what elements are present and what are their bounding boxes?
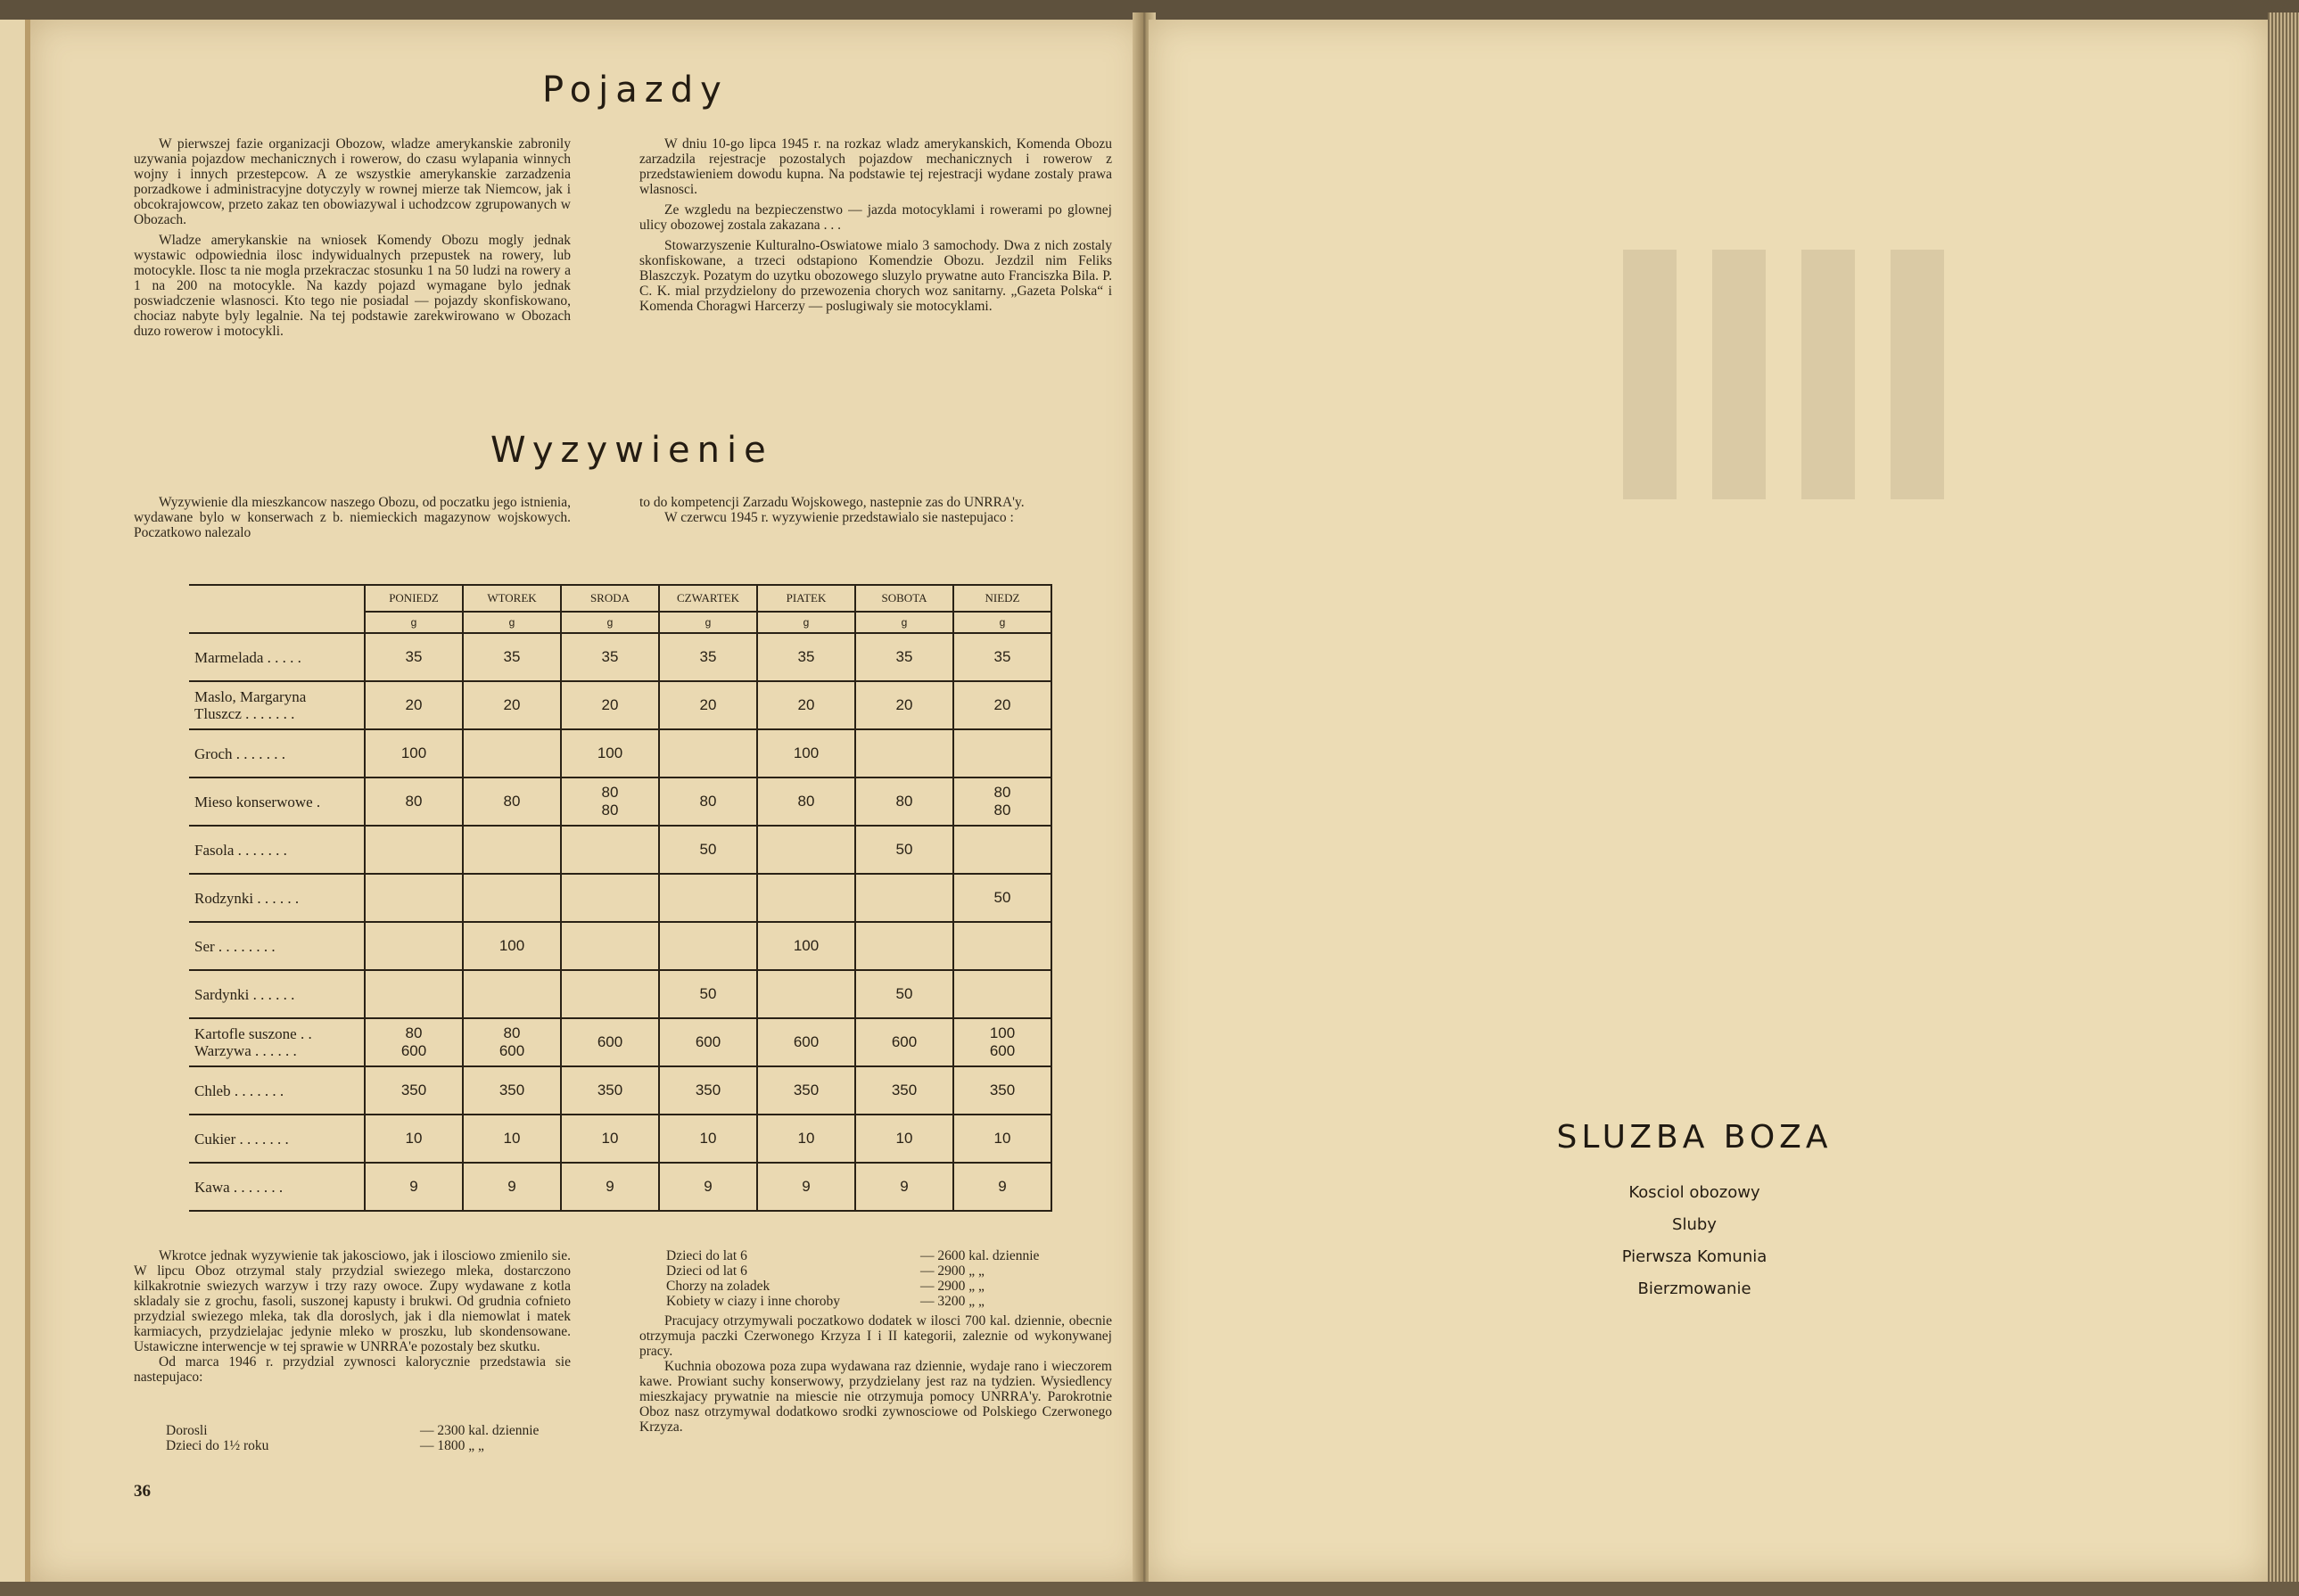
kcal-list-right (666, 1248, 1112, 1309)
ration-cell: 100 (561, 729, 659, 777)
ration-cell: 35 (757, 633, 855, 681)
kcal-label: Dzieci od lat 6 (666, 1263, 747, 1279)
food-item-label: Kartofle suszone . . Warzywa . . . . . . (189, 1018, 365, 1066)
list-item: Bierzmowanie (1637, 1279, 1751, 1298)
paragraph: W pierwszej fazie organizacji Obozow, wladze amerykanskie zabronily uzywania pojazdow mechanicznych i rowerow, do czasu wylapania winnych wojny i innych przestepcow. A ze wszystkie amerykanskie zarzadzenia porzadkowe i administracyjne dotyczyly w rownej mierze tak Niemcow, jak i obcokrajowcow, przeto zakaz ten obowiazywal i uchodzcow zgrupowanych w Obozach. (134, 136, 571, 227)
pojazdy-left-column (134, 136, 571, 339)
ration-cell: 50 (659, 970, 757, 1018)
food-ration-table (189, 584, 1052, 1212)
ration-cell: 35 (953, 633, 1051, 681)
table-row (189, 681, 1051, 729)
ration-cell: 50 (855, 970, 953, 1018)
food-item-label: Fasola . . . . . . . (189, 826, 365, 874)
paragraph: Pracujacy otrzymywali poczatkowo dodatek w ilosci 700 kal. dziennie, obecnie otrzymuja paczki Czerwonego Krzyza I i II kategorii, zaleznie od wykonywanej pracy. (639, 1313, 1112, 1359)
book-bottom-edge (0, 1582, 2299, 1596)
food-item-label: Cukier . . . . . . . (189, 1115, 365, 1163)
ration-cell: 350 (365, 1066, 463, 1115)
ration-cell: 20 (855, 681, 953, 729)
ration-cell: 80 600 (463, 1018, 561, 1066)
list-item: Sluby (1672, 1215, 1717, 1234)
paragraph: Od marca 1946 r. przydzial zywnosci kalorycznie przedstawia sie nastepujaco: (134, 1354, 571, 1385)
after-table-left-column (134, 1248, 571, 1385)
ration-cell (463, 826, 561, 874)
ration-cell: 100 (757, 729, 855, 777)
ration-cell: 100 (365, 729, 463, 777)
ration-cell (757, 826, 855, 874)
food-item-label: Mieso konserwowe . (189, 777, 365, 826)
list-item: Pierwsza Komunia (1621, 1247, 1768, 1266)
food-item-label: Rodzynki . . . . . . (189, 874, 365, 922)
table-unit-row (189, 612, 1051, 633)
kcal-label: Dorosli (166, 1423, 208, 1438)
paragraph: Stowarzyszenie Kulturalno-Oswiatowe mialo 3 samochody. Dwa z nich zostaly skonfiskowane, a trzeci odstapiono Komendzie Obozu. Jezdzil nim Feliks Blaszczyk. Pozatym do uzytku obozowego sluzylo prywatne auto Franciszka Bila. P. C. K. mial przydzielony do przewozenia chorych woz sanitarny. „Gazeta Polska“ i Komenda Choragwi Harcerzy — poslugiwaly sie motocyklami. (639, 238, 1112, 314)
wyzywienie-left-column (134, 495, 571, 540)
header-empty-cell (189, 585, 365, 612)
ration-cell (365, 826, 463, 874)
table-row (189, 777, 1051, 826)
header-day: PIATEK (757, 585, 855, 612)
page-number: 36 (134, 1482, 151, 1501)
ration-cell: 600 (659, 1018, 757, 1066)
kcal-label: Dzieci do lat 6 (666, 1248, 747, 1263)
ration-cell (953, 826, 1051, 874)
ration-cell: 10 (953, 1115, 1051, 1163)
wyzywienie-right-column (639, 495, 1112, 525)
show-through-print (1605, 214, 1980, 535)
food-item-label: Sardynki . . . . . . (189, 970, 365, 1018)
unit-cell: g (463, 612, 561, 633)
ration-cell (953, 729, 1051, 777)
paragraph: Wyzywienie dla mieszkancow naszego Obozu, od poczatku jego istnienia, wydawane bylo w konserwach z b. niemieckich magazynow wojskowych. Poczatkowo nalezalo (134, 495, 571, 540)
kcal-amount: — 1800 „ „ (420, 1438, 484, 1453)
list-item: Kosciol obozowy (1628, 1183, 1760, 1202)
header-day: PONIEDZ (365, 585, 463, 612)
ration-cell (659, 729, 757, 777)
paragraph: W czerwcu 1945 r. wyzywienie przedstawialo sie nastepujaco : (664, 510, 1014, 525)
ration-cell (953, 970, 1051, 1018)
ration-cell (855, 922, 953, 970)
kcal-label: Dzieci do 1½ roku (166, 1438, 269, 1453)
kcal-row (666, 1248, 1112, 1263)
unit-cell: g (659, 612, 757, 633)
ration-cell (561, 922, 659, 970)
ration-cell (365, 874, 463, 922)
ration-cell: 9 (953, 1163, 1051, 1211)
unit-empty-cell (189, 612, 365, 633)
ration-cell: 350 (855, 1066, 953, 1115)
ration-cell: 50 (659, 826, 757, 874)
table-row (189, 874, 1051, 922)
ration-cell: 9 (561, 1163, 659, 1211)
section-title-pojazdy: Pojazdy (542, 70, 729, 111)
ration-cell: 35 (855, 633, 953, 681)
table-row (189, 1163, 1051, 1211)
ration-cell: 10 (365, 1115, 463, 1163)
ration-cell (757, 874, 855, 922)
food-item-label: Ser . . . . . . . . (189, 922, 365, 970)
table-body (189, 633, 1051, 1211)
header-day: SOBOTA (855, 585, 953, 612)
ration-cell: 80 600 (365, 1018, 463, 1066)
kcal-list-left (166, 1423, 576, 1453)
ration-cell (561, 826, 659, 874)
ration-cell (463, 729, 561, 777)
kcal-row (666, 1279, 1112, 1294)
ration-cell (463, 970, 561, 1018)
right-page-title: SLUZBA BOZA (1556, 1119, 1833, 1156)
kcal-amount: — 2900 „ „ (920, 1279, 985, 1294)
ration-cell: 350 (561, 1066, 659, 1115)
kcal-amount: — 2900 „ „ (920, 1263, 985, 1279)
ration-cell: 350 (659, 1066, 757, 1115)
ration-cell: 350 (463, 1066, 561, 1115)
paragraph: Ze wzgledu na bezpieczenstwo — jazda motocyklami i rowerami po glownej ulicy obozowej zostala zakazana . . . (639, 202, 1112, 233)
header-day: CZWARTEK (659, 585, 757, 612)
ration-cell: 20 (365, 681, 463, 729)
paragraph: W dniu 10-go lipca 1945 r. na rozkaz wladz amerykanskich, Komenda Obozu zarzadzila rejestracje pozostalych pojazdow mechanicznych i rowerow z przedstawieniem dowodu kupna. Na podstawie tej rejestracji wydane zostaly prawa wlasnosci. (639, 136, 1112, 197)
table-row (189, 1066, 1051, 1115)
food-item-label: Chleb . . . . . . . (189, 1066, 365, 1115)
ration-cell: 600 (855, 1018, 953, 1066)
ration-cell (561, 874, 659, 922)
ration-cell: 80 (463, 777, 561, 826)
paragraph: to do kompetencji Zarzadu Wojskowego, nastepnie zas do UNRRA'y. (639, 495, 1025, 510)
ration-cell: 100 600 (953, 1018, 1051, 1066)
header-day: NIEDZ (953, 585, 1051, 612)
food-item-label: Groch . . . . . . . (189, 729, 365, 777)
ration-cell: 35 (659, 633, 757, 681)
ration-cell: 50 (855, 826, 953, 874)
kcal-label: Chorzy na zoladek (666, 1279, 770, 1294)
ration-cell: 10 (659, 1115, 757, 1163)
table-row (189, 826, 1051, 874)
ration-cell: 9 (365, 1163, 463, 1211)
unit-cell: g (365, 612, 463, 633)
unit-cell: g (757, 612, 855, 633)
unit-cell: g (953, 612, 1051, 633)
ration-cell: 50 (953, 874, 1051, 922)
ration-cell (953, 922, 1051, 970)
kcal-amount: — 2300 kal. dziennie (420, 1423, 540, 1438)
ration-cell (855, 874, 953, 922)
ration-cell: 20 (561, 681, 659, 729)
pojazdy-right-column (639, 136, 1112, 314)
ration-cell: 35 (561, 633, 659, 681)
ration-cell: 80 (659, 777, 757, 826)
ration-cell: 350 (757, 1066, 855, 1115)
ration-cell: 10 (757, 1115, 855, 1163)
ration-cell: 100 (463, 922, 561, 970)
ration-cell: 600 (561, 1018, 659, 1066)
ration-cell: 10 (855, 1115, 953, 1163)
ration-cell: 10 (463, 1115, 561, 1163)
page-edges (2268, 12, 2299, 1589)
ration-cell: 600 (757, 1018, 855, 1066)
ration-cell: 20 (463, 681, 561, 729)
header-day: SRODA (561, 585, 659, 612)
table-header-row (189, 585, 1051, 612)
ration-cell: 80 80 (561, 777, 659, 826)
kcal-row (166, 1423, 576, 1438)
ration-cell: 20 (953, 681, 1051, 729)
ration-cell: 80 80 (953, 777, 1051, 826)
ration-cell: 20 (757, 681, 855, 729)
ration-cell (855, 729, 953, 777)
paragraph: Kuchnia obozowa poza zupa wydawana raz dziennie, wydaje rano i wieczorem kawe. Prowiant suchy konserwowy, przydzielany jest raz na tydzien. Wysiedlency mieszkajacy prywatnie na miescie nie otrzymuja pomocy UNRRA'y. Parokrotnie Oboz nasz otrzymywal dodatkowo srodki zywnosciowe od Polskiego Czerwonego Krzyza. (639, 1359, 1112, 1435)
ration-cell: 9 (659, 1163, 757, 1211)
ration-cell: 80 (855, 777, 953, 826)
kcal-label: Kobiety w ciazy i inne choroby (666, 1294, 840, 1309)
after-table-right-column (639, 1313, 1112, 1435)
ration-cell (463, 874, 561, 922)
table-row (189, 1018, 1051, 1066)
ration-cell: 9 (463, 1163, 561, 1211)
unit-cell: g (561, 612, 659, 633)
table-row (189, 922, 1051, 970)
ration-cell: 35 (463, 633, 561, 681)
ration-cell: 350 (953, 1066, 1051, 1115)
ration-cell (365, 922, 463, 970)
right-page-list (1516, 1177, 1873, 1305)
ration-cell (659, 922, 757, 970)
ration-cell: 20 (659, 681, 757, 729)
ration-cell (757, 970, 855, 1018)
ration-cell: 80 (757, 777, 855, 826)
header-day: WTOREK (463, 585, 561, 612)
ration-cell: 100 (757, 922, 855, 970)
kcal-row (666, 1294, 1112, 1309)
paragraph: Wladze amerykanskie na wniosek Komendy Obozu mogly jednak wystawic odpowiednia ilosc indywidualnych przepustek na rowery, lub motocykle. Ilosc ta nie mogla przekraczac stosunku 1 na 50 ludzi na rowery a 1 na 200 na motocykle. Na kazdy pojazd wymagane bylo jednak poswiadczenie wlasnosci. Kto tego nie posiadal — pojazdy skonfiskowano, chociaz nabyte byly legalnie. Na tej podstawie zarekwirowano w Obozach duzo rowerow i motocykli. (134, 233, 571, 339)
ration-cell (659, 874, 757, 922)
ration-cell: 80 (365, 777, 463, 826)
table-row (189, 970, 1051, 1018)
ration-cell: 10 (561, 1115, 659, 1163)
food-item-label: Kawa . . . . . . . (189, 1163, 365, 1211)
kcal-row (666, 1263, 1112, 1279)
ration-cell: 9 (855, 1163, 953, 1211)
table-row (189, 729, 1051, 777)
ration-cell: 9 (757, 1163, 855, 1211)
ration-cell (365, 970, 463, 1018)
section-title-wyzywienie: Wyzywienie (490, 430, 773, 471)
table-row (189, 633, 1051, 681)
unit-cell: g (855, 612, 953, 633)
table-row (189, 1115, 1051, 1163)
kcal-amount: — 2600 kal. dziennie (920, 1248, 1040, 1263)
paragraph: Wkrotce jednak wyzywienie tak jakosciowo, jak i ilosciowo zmienilo sie. W lipcu Oboz otrzymal staly przydzial swiezego mleka, dostarczono kilkakrotnie swiezych warzyw i trzy razy owoce. Zupy wydawane z kotla skladaly sie z grochu, fasoli, suszonej kapusty i brukwi. Od grudnia cofnieto przydzial swiezego mleka, tak dla doroslych, jak i dla niemowlat i matek karmiacych, przydzielajac jedynie mleko w proszku, lub skondensowane. Ustawiczne interwencje w tej sprawie w UNRRA'e pozostaly bez skutku. (134, 1248, 571, 1354)
kcal-row (166, 1438, 576, 1453)
food-item-label: Maslo, Margaryna Tluszcz . . . . . . . (189, 681, 365, 729)
ration-cell (561, 970, 659, 1018)
kcal-amount: — 3200 „ „ (920, 1294, 985, 1309)
food-item-label: Marmelada . . . . . (189, 633, 365, 681)
ration-cell: 35 (365, 633, 463, 681)
